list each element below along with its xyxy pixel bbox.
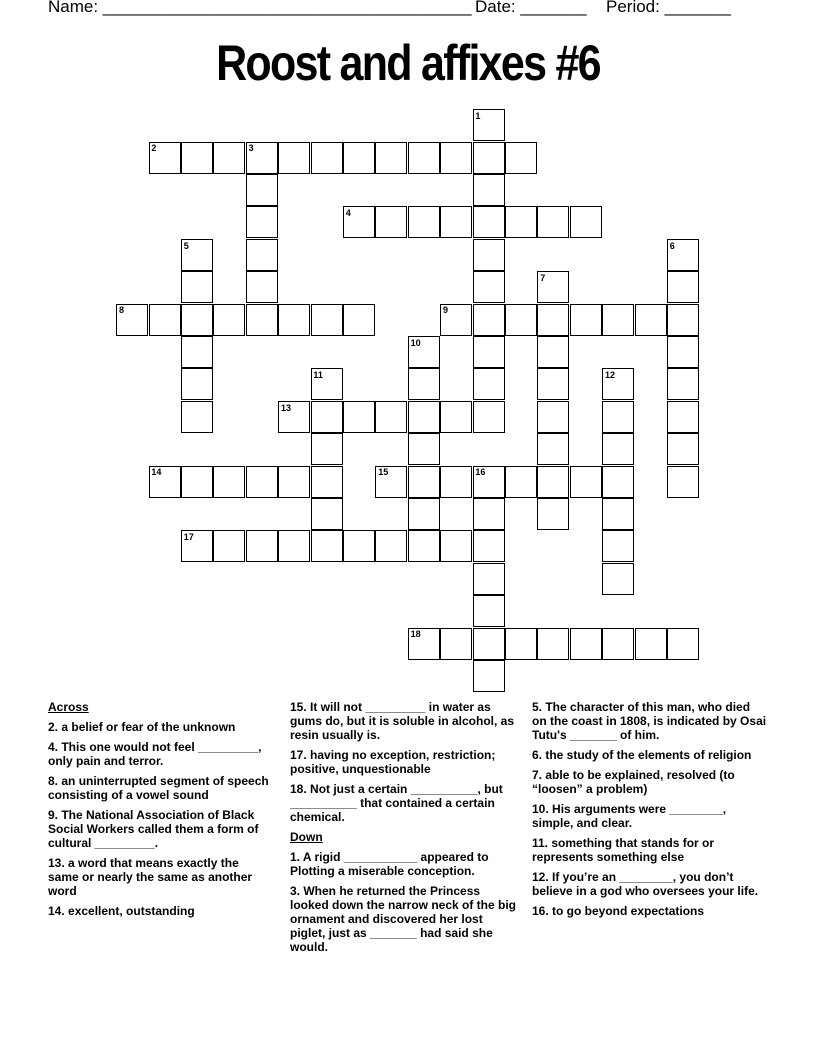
grid-cell[interactable]: [408, 530, 440, 562]
clue-across-4: 4. This one would not feel _________, only pain and terror.: [48, 740, 262, 768]
grid-cell[interactable]: [537, 401, 569, 433]
clue-down-11: 11. something that stands for or represents something else: [532, 836, 715, 864]
clue-number-11: 11: [313, 370, 323, 381]
grid-cell[interactable]: [473, 401, 505, 433]
grid-cell[interactable]: [473, 142, 505, 174]
grid-cell[interactable]: [343, 142, 375, 174]
grid-cell[interactable]: [570, 304, 602, 336]
grid-cell[interactable]: [473, 595, 505, 627]
grid-cell[interactable]: [213, 466, 245, 498]
grid-cell[interactable]: [667, 628, 699, 660]
clue-number-15: 15: [378, 467, 389, 478]
grid-cell[interactable]: [505, 466, 537, 498]
grid-cell[interactable]: [375, 530, 407, 562]
grid-cell[interactable]: [408, 433, 440, 465]
grid-cell[interactable]: [473, 206, 505, 238]
clue-across-18: 18. Not just a certain __________, but __________ that contained a certain chemical.: [290, 782, 503, 824]
grid-cell[interactable]: [213, 304, 245, 336]
grid-cell[interactable]: [408, 368, 440, 400]
clue-number-9: 9: [443, 305, 449, 316]
grid-cell[interactable]: [246, 271, 278, 303]
grid-cell[interactable]: [246, 206, 278, 238]
grid-cell[interactable]: [537, 466, 569, 498]
grid-cell[interactable]: [667, 433, 699, 465]
grid-cell[interactable]: [213, 142, 245, 174]
clue-number-2: 2: [151, 143, 157, 154]
grid-cell[interactable]: [375, 206, 407, 238]
grid-cell[interactable]: [473, 271, 505, 303]
grid-cell[interactable]: [408, 498, 440, 530]
clue-down-1: 1. A rigid ___________ appeared to Plotting a miserable conception.: [290, 850, 489, 878]
grid-cell[interactable]: [537, 628, 569, 660]
grid-cell[interactable]: [408, 466, 440, 498]
grid-cell[interactable]: [537, 368, 569, 400]
grid-cell[interactable]: [537, 206, 569, 238]
grid-cell[interactable]: [473, 498, 505, 530]
clue-across-14: 14. excellent, outstanding: [48, 904, 195, 918]
clue-number-7: 7: [540, 273, 546, 283]
clue-down-5: 5. The character of this man, who died on the coast in 1808, is indicated by Osai Tutu's _______ of him.: [532, 700, 767, 742]
clue-number-12: 12: [605, 370, 616, 381]
grid-cell[interactable]: [473, 174, 505, 206]
grid-cell[interactable]: [602, 401, 634, 433]
grid-cell[interactable]: [473, 368, 505, 400]
grid-cell[interactable]: [246, 466, 278, 498]
clue-column-2: [290, 700, 520, 960]
clue-across-15: 15. It will not _________ in water as gums do, but it is soluble in alcohol, as resin usually is.: [290, 700, 515, 742]
grid-cell[interactable]: [246, 530, 278, 562]
clue-across-2: 2. a belief or fear of the unknown: [48, 720, 236, 734]
grid-cell[interactable]: [440, 401, 472, 433]
across-heading: Across: [48, 700, 89, 714]
grid-cell[interactable]: [667, 304, 699, 336]
grid-cell[interactable]: [181, 142, 213, 174]
grid-cell[interactable]: [311, 530, 343, 562]
clue-down-6: 6. the study of the elements of religion: [532, 748, 752, 762]
clue-down-3: 3. When he returned the Princess looked down the narrow neck of the big ornament and discovered her lost piglet, just as _______ had said she would.: [290, 884, 517, 954]
grid-cell[interactable]: [473, 336, 505, 368]
grid-cell[interactable]: [375, 142, 407, 174]
grid-cell[interactable]: [408, 206, 440, 238]
clue-column-3: [532, 700, 768, 924]
grid-cell[interactable]: [473, 530, 505, 562]
grid-cell[interactable]: [440, 466, 472, 498]
grid-cell[interactable]: [408, 401, 440, 433]
grid-cell[interactable]: [213, 530, 245, 562]
grid-cell[interactable]: [570, 466, 602, 498]
grid-cell[interactable]: [440, 530, 472, 562]
grid-cell[interactable]: [343, 304, 375, 336]
grid-cell[interactable]: [343, 530, 375, 562]
grid-cell[interactable]: [149, 304, 181, 336]
clue-number-4: 4: [345, 208, 351, 219]
grid-cell[interactable]: [311, 304, 343, 336]
grid-cell[interactable]: [473, 563, 505, 595]
clue-down-7: 7. able to be explained, resolved (to “loosen” a problem): [532, 768, 735, 796]
grid-cell[interactable]: [667, 336, 699, 368]
clue-number-13: 13: [281, 402, 292, 413]
grid-cell[interactable]: [181, 401, 213, 433]
grid-cell[interactable]: [311, 466, 343, 498]
grid-cell[interactable]: [635, 304, 667, 336]
grid-cell[interactable]: [602, 466, 634, 498]
grid-cell[interactable]: [440, 628, 472, 660]
grid-cell[interactable]: [505, 142, 537, 174]
grid-cell[interactable]: [537, 433, 569, 465]
clue-across-8: 8. an uninterrupted segment of speech consisting of a vowel sound: [48, 774, 269, 802]
grid-cell[interactable]: [278, 142, 310, 174]
clue-down-16: 16. to go beyond expectations: [532, 904, 705, 918]
name-field[interactable]: Name: _______________________________________: [48, 0, 472, 16]
grid-cell[interactable]: [278, 304, 310, 336]
grid-cell[interactable]: [440, 142, 472, 174]
grid-cell[interactable]: [602, 563, 634, 595]
grid-cell[interactable]: [635, 628, 667, 660]
grid-cell[interactable]: [505, 206, 537, 238]
grid-cell[interactable]: [602, 498, 634, 530]
clue-number-14: 14: [151, 467, 162, 478]
grid-cell[interactable]: [375, 401, 407, 433]
clue-number-5: 5: [183, 240, 189, 251]
clue-number-3: 3: [248, 143, 254, 154]
grid-cell[interactable]: [537, 498, 569, 530]
grid-cell[interactable]: [473, 628, 505, 660]
grid-cell[interactable]: [602, 530, 634, 562]
grid-cell[interactable]: [408, 142, 440, 174]
grid-cell[interactable]: [311, 433, 343, 465]
down-heading: Down: [290, 830, 323, 844]
clue-down-10: 10. His arguments were ________, simple, and clear.: [532, 802, 727, 830]
clue-number-16: 16: [475, 467, 486, 478]
clue-across-13: 13. a word that means exactly the same or nearly the same as another word: [48, 856, 253, 898]
clue-down-12: 12. If you’re an ________, you don’t believe in a god who oversees your life.: [532, 870, 759, 898]
clue-number-10: 10: [410, 337, 421, 348]
clue-number-17: 17: [183, 532, 194, 543]
grid-cell[interactable]: [473, 239, 505, 271]
grid-cell[interactable]: [537, 336, 569, 368]
grid-cell[interactable]: [181, 336, 213, 368]
grid-cell[interactable]: [667, 368, 699, 400]
grid-cell[interactable]: [602, 433, 634, 465]
clue-number-1: 1: [475, 111, 481, 121]
grid-cell[interactable]: [505, 304, 537, 336]
grid-cell[interactable]: [181, 368, 213, 400]
clue-column-1: [48, 700, 270, 924]
clue-number-8: 8: [119, 305, 125, 316]
grid-cell[interactable]: [181, 271, 213, 303]
clue-number-18: 18: [410, 629, 421, 640]
grid-cell[interactable]: [278, 530, 310, 562]
period-field[interactable]: Period: _______: [606, 0, 731, 16]
grid-cell[interactable]: [311, 498, 343, 530]
grid-cell[interactable]: [473, 660, 505, 692]
grid-cell[interactable]: [473, 304, 505, 336]
grid-cell[interactable]: [278, 466, 310, 498]
grid-cell[interactable]: [440, 206, 472, 238]
grid-cell[interactable]: [181, 466, 213, 498]
grid-cell[interactable]: [667, 466, 699, 498]
grid-cell[interactable]: [505, 628, 537, 660]
page-title: Roost and affixes #6: [216, 35, 600, 91]
date-field[interactable]: Date: _______: [475, 0, 587, 16]
clue-across-9: 9. The National Association of Black Social Workers called them a form of cultural _________.: [48, 808, 259, 850]
grid-cell[interactable]: [602, 304, 634, 336]
grid-cell[interactable]: [343, 401, 375, 433]
grid-cell[interactable]: [602, 628, 634, 660]
grid-cell[interactable]: [667, 271, 699, 303]
grid-cell[interactable]: [246, 239, 278, 271]
grid-cell[interactable]: [181, 304, 213, 336]
grid-cell[interactable]: [570, 628, 602, 660]
clue-number-6: 6: [669, 240, 675, 251]
clue-across-17: 17. having no exception, restriction; positive, unquestionable: [290, 748, 496, 776]
grid-cell[interactable]: [667, 401, 699, 433]
grid-cell[interactable]: [537, 304, 569, 336]
grid-cell[interactable]: [311, 142, 343, 174]
grid-cell[interactable]: [246, 304, 278, 336]
grid-cell[interactable]: [570, 206, 602, 238]
grid-cell[interactable]: [311, 401, 343, 433]
grid-cell[interactable]: [246, 174, 278, 206]
